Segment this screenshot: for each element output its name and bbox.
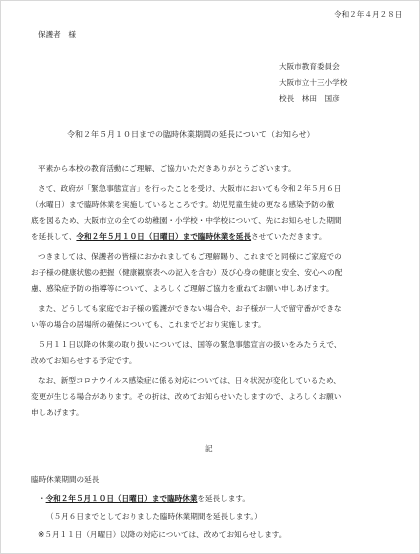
para4-line1: また、どうしても家庭でお子様の監護ができない場合や、お子様が一人で留守番ができな [38, 304, 342, 313]
para2-line3: 底を図るため、大阪市立の全ての幼稚園・小学校・中学校について、先にお知らせした期間 [31, 216, 342, 225]
para2-line4-pre: を延長して、 [31, 232, 77, 241]
para5-line2: 改めてお知らせする予定です。 [31, 356, 137, 365]
para3-line3: 慮、感染症予防の指導等について、よろしくご理解ご協力を重ねてお願い申しあげます。 [31, 284, 334, 293]
para5-line1: ５月１１日以降の休業の取り扱いについては、国等の緊急事態宣言の扱いをみたうえで、 [38, 340, 342, 349]
bullet-emphasis: 令和２年５月１０日（日曜日）まで臨時休業 [45, 494, 198, 503]
issuer-principal: 校長 林田 国彦 [279, 94, 340, 103]
bullet-post: を延長します。 [197, 494, 251, 503]
para2-line4-post: させていただきます。 [251, 232, 327, 241]
para4-line2: い等の場合の居場所の確保についても、これまでどおり実施します。 [31, 320, 266, 329]
extension-emphasis: 令和２年５月１０日（日曜日）まで臨時休業を延長 [76, 232, 252, 241]
bullet-mark: ・ [38, 494, 46, 503]
para6-line3: 申しあげます。 [31, 408, 84, 417]
para1-line1: 平素から本校の教育活動にご理解、ご協力いただきありがとうございます。 [38, 164, 296, 173]
extension-bullet [38, 494, 250, 504]
note-after-may11: ※５月１１日（月曜日）以降の対応については、改めてお知らせします。 [38, 530, 287, 539]
para3-line1: つきましては、保護者の皆様におかれましてもご理解賜り、これまでと同様にご家庭での [38, 252, 342, 261]
ki-heading: 記 [205, 444, 213, 453]
issue-date: 令和２年４月２８日 [334, 10, 403, 19]
addressee: 保護者 様 [38, 30, 76, 39]
section-heading: 臨時休業期間の延長 [31, 475, 100, 484]
para6-line2: 変更が生じる場合があります。その折は、改めてお知らせいたしますので、よろしくお願い [31, 392, 342, 401]
para3-line2: お子様の健康状態の把握（健康観察表への記入を含む）及び心身の健康と安全、安心への配 [31, 268, 343, 277]
issuer-board: 大阪市教育委員会 [279, 62, 340, 71]
para2-line1: さて、政府が「緊急事態宣言」を行ったことを受け、大阪市においても令和２年５月６日 [38, 184, 342, 193]
issuer-school: 大阪市立十三小学校 [279, 78, 348, 87]
para2-line4 [31, 232, 326, 242]
note-extension: （５月６日までとしておりました臨時休業期間を延長します。） [46, 512, 262, 521]
para2-line2: （水曜日）まで臨時休業を実施しているところです。幼児児童生徒の更なる感染予防の徹 [31, 200, 335, 209]
notice-title: 令和２年５月１０日までの臨時休業期間の延長について（お知らせ） [67, 130, 315, 139]
para6-line1: なお、新型コロナウイルス感染症に係る対応については、日々状況が変化しているため、 [38, 376, 341, 385]
